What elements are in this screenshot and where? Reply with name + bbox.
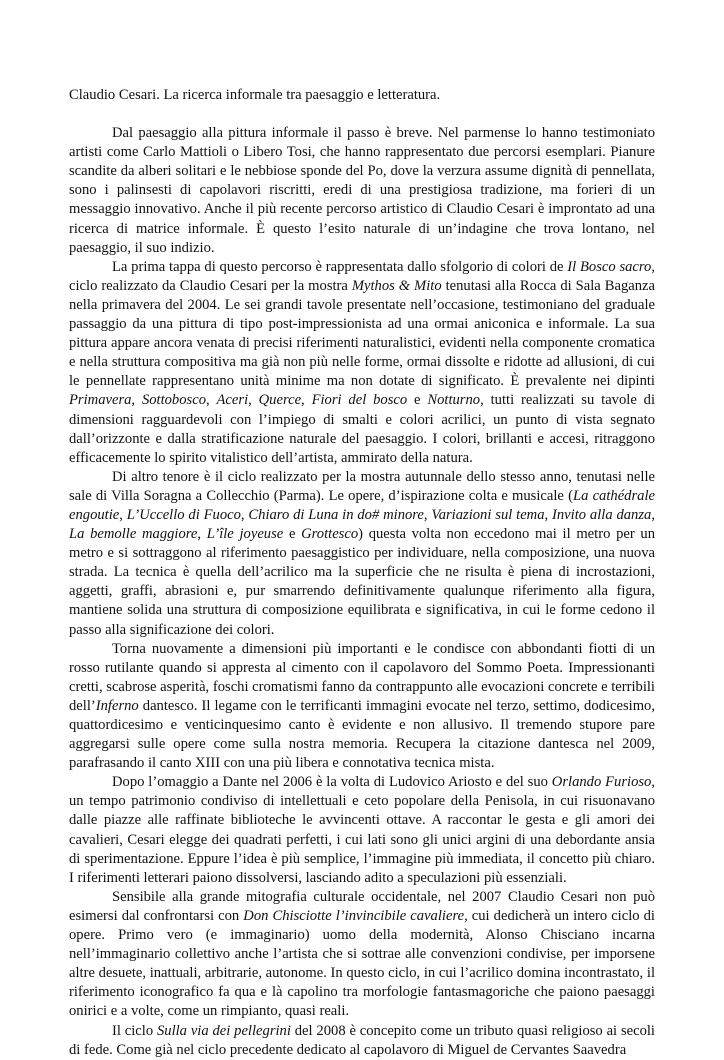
italic-title: Sulla via dei pellegrini (156, 1022, 291, 1039)
text-run: Dal paesaggio alla pittura informale il passo è breve. Nel parmense lo hanno testimoniato artisti come Carlo Mattioli o Libero Tosi, che hanno rappresentato due percorsi esemplari. Pianure scandite da alberi solitari e le nebbiose sponde del Po, dove la verzura assume dignità di pennellata, sono i palinsesti di capolavori riscritti, eredi di una prestigiosa tradizione, ma forieri di un messaggio innovativo. Anche il più recente percorso artistico di Claudio Cesari è improntato ad una ricerca di matrice informale. È questo l’esito naturale di un’indagine che trova lontano, nel paesaggio, il suo indizio. (69, 125, 655, 256)
italic-title: Inferno (95, 697, 139, 714)
body-paragraph (69, 1022, 655, 1060)
text-run: , (423, 506, 432, 523)
document-body (69, 124, 655, 1060)
text-run: , un tempo patrimonio condiviso di intellettuali e ceto popolare della Penisola, in cui risuonavano dalle piazze alle raffinate biblioteche le avvincenti ottave. A raccontar le gesta e gli amori dei cavalieri, Cesari elegge dei quadrati perfetti, i cui lati sono gli unici argini di una debordante ansia di sperimentazione. Eppure l’idea è più semplice, l’immagine più immediata, il concetto più chiaro. I riferimenti letterari paiono dissolversi, lasciando adito a speculazioni più essenziali. (69, 774, 655, 886)
body-paragraph (69, 888, 655, 1022)
text-run: , tutti realizzati su tavole di dimensioni ragguardevoli con l’impiego di smalti e colori acrilici, un punto di vista segnato dall’orizzonte e dalla stratificazione naturale del paesaggio. I colori, brillanti e accesi, ritraggono efficacemente lo spirito vitalistico dell’artista, ammirato della natura. (69, 392, 656, 466)
italic-title: Primavera (69, 392, 132, 409)
text-run: Dopo l’omaggio a Dante nel 2006 è la volta di Ludovico Ariosto e del suo (112, 774, 552, 791)
text-run: , (240, 506, 249, 523)
body-paragraph (69, 773, 655, 888)
italic-title: Fiori del bosco (311, 392, 408, 409)
text-run: e (283, 526, 302, 543)
italic-title: Sottobosco (141, 392, 206, 409)
body-paragraph (69, 258, 655, 468)
italic-title: Invito alla danza (552, 506, 652, 523)
text-run: , (197, 526, 207, 543)
text-run: ) questa volta non eccedono mai il metro per un metro e si sottraggono al riferimento paesaggistico per individuare, nella composizione, una nuova strada. La tecnica è quella dell’acrilico ma la superficie che ne risulta è piena di incrostazioni, aggetti, graffi, abrasioni e, pur smarrendo definitivamente qualunque riferimento alla figura, mantiene solida una struttura di composizione equilibrata e significativa, in cui le forme cedono il passo alla significazione dei colori. (69, 526, 655, 638)
document-page (69, 86, 655, 1060)
italic-title: Aceri (216, 392, 249, 409)
italic-title: Grottesco (301, 526, 359, 543)
text-run: del 2008 è concepito come un tributo quasi religioso ai secoli di fede. Come già nel ciclo precedente dedicato al capolavoro di Miguel de Cervantes Saavedra (69, 1022, 655, 1058)
body-paragraph (69, 640, 655, 774)
italic-title: Orlando Furioso (551, 774, 652, 791)
italic-title: Don Chisciotte l’invincibile cavaliere (243, 907, 465, 924)
italic-title: Querce (258, 392, 302, 409)
text-run: Di altro tenore è il ciclo realizzato per la mostra autunnale dello stesso anno, tenutasi nelle sale di Villa Soragna a Collecchio (Parma). Le opere, d’ispirazione colta e musicale ( (69, 468, 655, 504)
text-run: , cui dedicherà un intero ciclo di opere. Primo vero (e immaginario) uomo della modernità, Alonso Chisciano incarna nell’immaginario collettivo anche l’artista che si sottrae alle convenzioni condivise, per imporsene altre desuete, inattuali, arbitrarie, autonome. In questo ciclo, in cui l’acrilico domina incontrastato, il riferimento iconografico fa qua e là capolino tra morfologie fantasmagoriche che paiono paesaggi onirici e a volte, come un rimpianto, quasi reali. (69, 907, 655, 1020)
text-run: , (131, 392, 142, 409)
text-run: , (544, 506, 553, 523)
italic-title: L’île joyeuse (206, 526, 284, 543)
text-run: , (119, 506, 127, 523)
text-run: Torna nuovamente a dimensioni più importanti e le condisce con abbondanti fiotti di un rosso rutilante quando si appresta al cimento con il capolavoro del Sommo Poeta. Impressionanti cretti, scabrose asperità, foschi cromatismi fanno da contrappunto alle evocazioni concrete e terribili dell’ (69, 640, 655, 714)
text-run: , (301, 392, 312, 409)
text-run: , (651, 506, 655, 523)
text-run: , (248, 392, 259, 409)
text-run: La prima tappa di questo percorso è rappresentata dallo sfolgorio di colori de (112, 258, 568, 275)
body-paragraph (69, 468, 655, 640)
text-run: Sensibile alla grande mitografia culturale occidentale, nel 2007 Claudio Cesari non può esimersi dal confrontarsi con (69, 888, 655, 924)
italic-title: La bemolle maggiore (69, 526, 198, 543)
italic-title: Variazioni sul tema (431, 506, 545, 523)
body-paragraph (69, 124, 655, 258)
italic-title: L’Uccello di Fuoco (126, 506, 241, 523)
text-run: e (407, 392, 428, 409)
italic-title: Il Bosco sacro (567, 258, 652, 275)
document-title: Claudio Cesari. La ricerca informale tra paesaggio e letteratura. (69, 87, 441, 103)
text-run: , (206, 392, 217, 409)
text-run: dantesco. Il legame con le terrificanti immagini evocate nel terzo, settimo, dodicesimo, quattordicesimo e venticinquesimo canto è evidente e non allusivo. Il tremendo stupore pare aggregarsi sulle opere come sulla nostra memoria. Recupera la citazione dantesca nel 2009, parafrasando il canto XIII con una più libera e connotativa tecnica mista. (69, 697, 655, 772)
text-run: tenutasi alla Rocca di Sala Baganza nella primavera del 2004. Le sei grandi tavole presentate nell’occasione, testimoniano del graduale passaggio da una pittura di tipo post-impressionista ad una ormai aniconica e informale. La sua pittura appare ancora venata di precisi riferimenti naturalistici, evidenti nella componente cromatica e nella struttura compositiva ma già non più nelle forme, ormai dissolte e ridotte ad allusioni, di cui le pennellate rappresentano unità minime ma non dotate di significato. È prevalente nei dipinti (69, 277, 655, 390)
italic-title: Mythos & Mito (351, 277, 442, 294)
italic-title: Chiaro di Luna in do# minore (248, 506, 424, 523)
italic-title: Notturno (427, 392, 481, 409)
text-run: Il ciclo (112, 1022, 157, 1039)
text-run: , ciclo realizzato da Claudio Cesari per la mostra (69, 258, 655, 294)
italic-title: La cathédrale engoutie (69, 487, 655, 523)
